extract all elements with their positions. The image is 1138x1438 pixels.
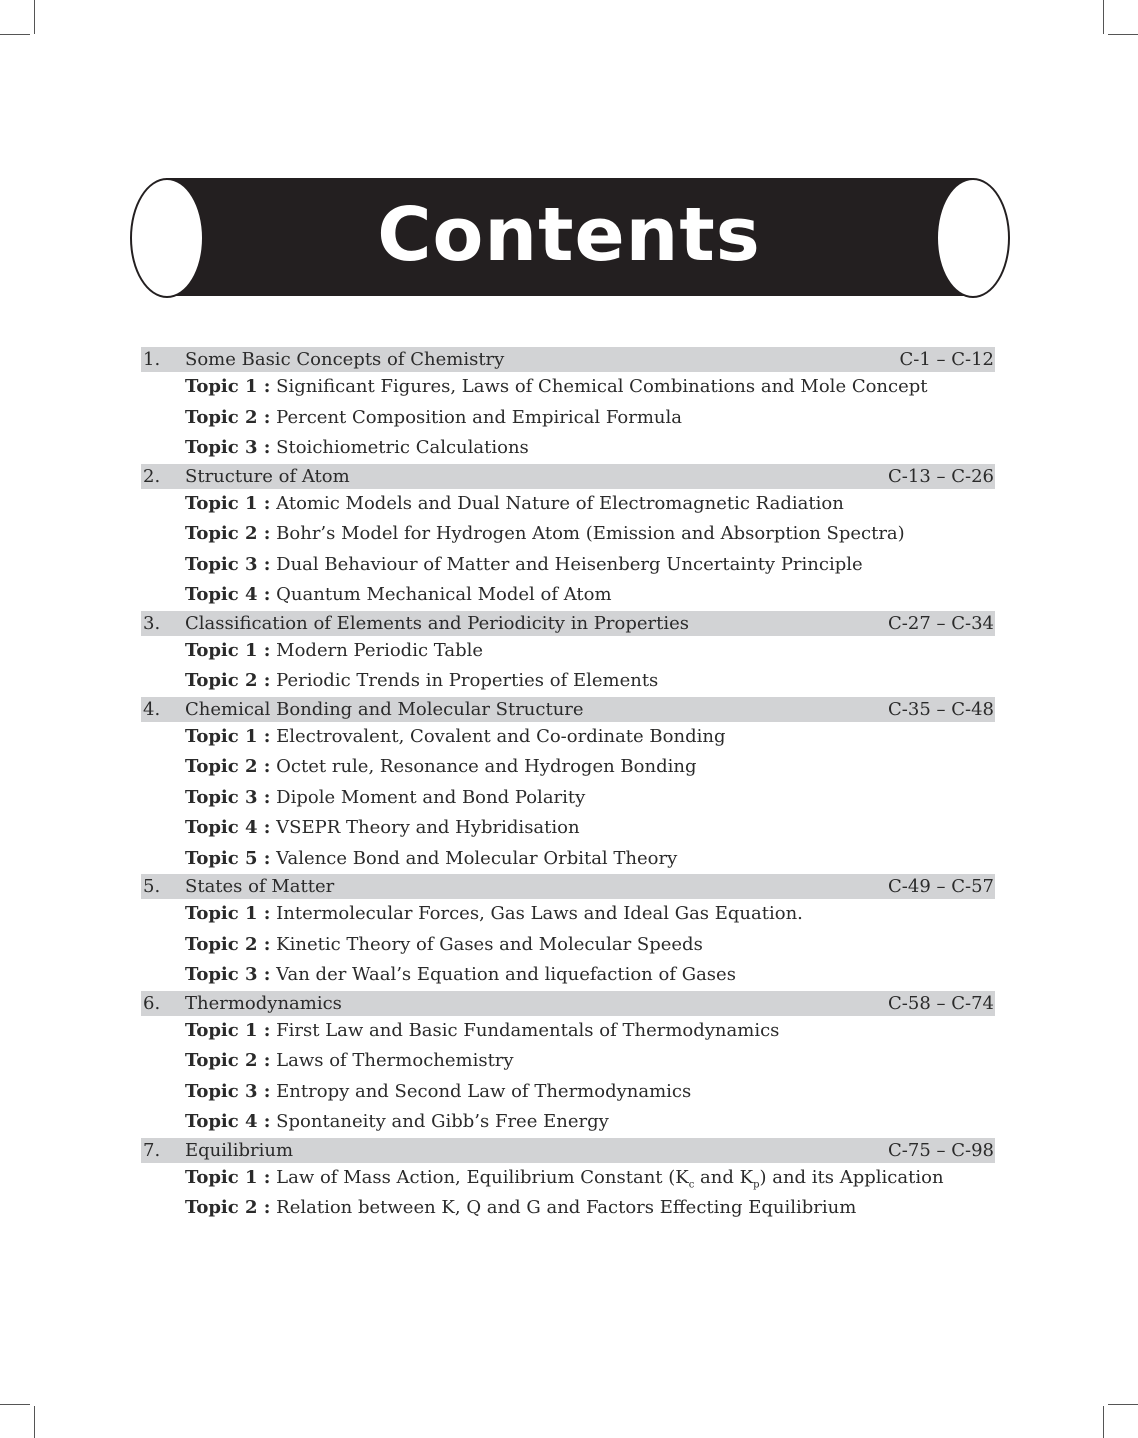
crop-mark — [34, 0, 35, 34]
topic-label: Topic 1 : — [185, 725, 271, 747]
topic-label: Topic 1 : — [185, 492, 271, 514]
chapter-page-range: C-75 – C-98 — [888, 1139, 994, 1161]
chapter-title: Some Basic Concepts of Chemistry — [185, 349, 505, 370]
topic-text: Spontaneity and Gibb’s Free Energy — [276, 1111, 609, 1132]
topic-label: Topic 2 : — [185, 523, 271, 544]
topic-text: Significant Figures, Laws of Chemical Combinations and Mole Concept — [276, 376, 928, 397]
topic-label: Topic 1 : — [185, 903, 271, 924]
topic-item[interactable] — [141, 636, 995, 667]
topic-label: Topic 1 : — [185, 639, 271, 661]
topic-text: Stoichiometric Calculations — [276, 437, 529, 458]
crop-mark — [1108, 34, 1138, 35]
chapter-page-range: C-27 – C-34 — [888, 612, 994, 634]
topic-text: Intermolecular Forces, Gas Laws and Ideal Gas Equation. — [276, 903, 803, 924]
topic-text: ) and its Application — [759, 1166, 944, 1188]
crop-mark — [1103, 0, 1104, 34]
topic-item[interactable] — [141, 1016, 995, 1047]
topic-text: Octet rule, Resonance and Hydrogen Bonding — [276, 756, 697, 777]
topic-label: Topic 3 : — [185, 553, 271, 575]
topic-label: Topic 3 : — [185, 786, 271, 808]
topic-item[interactable] — [141, 580, 995, 611]
chapter-page-range: C-1 – C-12 — [899, 349, 994, 370]
topic-text: VSEPR Theory and Hybridisation — [276, 817, 580, 838]
topic-item[interactable] — [141, 403, 995, 434]
topic-item[interactable] — [141, 844, 995, 875]
topic-label: Topic 1 : — [185, 1019, 271, 1041]
chapter-number: 3. — [143, 612, 161, 634]
topic-label: Topic 2 : — [185, 1197, 271, 1218]
topic-text: Electrovalent, Covalent and Co-ordinate Bonding — [276, 725, 726, 747]
topic-label: Topic 1 : — [185, 1166, 271, 1188]
topic-item[interactable] — [141, 433, 995, 464]
chapter-number: 5. — [143, 876, 161, 897]
chapter-title: Chemical Bonding and Molecular Structure — [185, 698, 584, 720]
crop-mark — [1108, 1404, 1138, 1405]
topic-item[interactable] — [141, 813, 995, 844]
topic-subscript: p — [753, 1179, 760, 1191]
topic-label: Topic 2 : — [185, 670, 271, 691]
topic-text: Atomic Models and Dual Nature of Electromagnetic Radiation — [276, 492, 844, 514]
chapter-number: 4. — [143, 698, 161, 720]
chapter-row[interactable] — [141, 874, 995, 899]
topic-label: Topic 2 : — [185, 756, 271, 777]
topic-text: and K — [694, 1166, 754, 1188]
topic-text: Law of Mass Action, Equilibrium Constant (K — [276, 1166, 689, 1188]
chapter-number: 2. — [143, 465, 161, 487]
chapter-row[interactable] — [141, 697, 995, 722]
topic-item[interactable] — [141, 899, 995, 930]
topic-item[interactable] — [141, 960, 995, 991]
topic-label: Topic 3 : — [185, 437, 271, 458]
page-title: Contents — [377, 192, 761, 278]
topic-label: Topic 4 : — [185, 584, 271, 605]
contents-banner — [130, 178, 1008, 296]
topic-item[interactable] — [141, 722, 995, 753]
topic-item[interactable] — [141, 1163, 995, 1194]
chapter-title: States of Matter — [185, 876, 335, 897]
topic-text: Relation between K, Q and G and Factors Effecting Equilibrium — [276, 1197, 857, 1218]
topic-text: Entropy and Second Law of Thermodynamics — [276, 1080, 692, 1102]
topic-item[interactable] — [141, 550, 995, 581]
chapter-title: Thermodynamics — [185, 992, 342, 1014]
topic-text: Modern Periodic Table — [276, 639, 484, 661]
topic-text: Quantum Mechanical Model of Atom — [276, 584, 612, 605]
topic-label: Topic 3 : — [185, 964, 271, 985]
crop-mark — [0, 34, 30, 35]
crop-mark — [34, 1406, 35, 1438]
chapter-number: 1. — [143, 349, 161, 370]
topic-label: Topic 4 : — [185, 817, 271, 838]
topic-label: Topic 4 : — [185, 1111, 271, 1132]
chapter-page-range: C-35 – C-48 — [888, 698, 994, 720]
topic-label: Topic 2 : — [185, 1050, 271, 1071]
topic-text: Periodic Trends in Properties of Elements — [276, 670, 659, 691]
chapter-row[interactable] — [141, 611, 995, 636]
chapter-page-range: C-49 – C-57 — [888, 876, 994, 897]
topic-text: Kinetic Theory of Gases and Molecular Speeds — [276, 933, 703, 955]
topic-item[interactable] — [141, 489, 995, 520]
topic-subscript: c — [688, 1179, 695, 1191]
chapter-row[interactable] — [141, 991, 995, 1016]
table-of-contents — [141, 347, 995, 1224]
topic-label: Topic 2 : — [185, 406, 271, 428]
topic-item[interactable] — [141, 783, 995, 814]
crop-mark — [0, 1404, 30, 1405]
topic-text: First Law and Basic Fundamentals of Thermodynamics — [276, 1019, 780, 1041]
crop-mark — [1103, 1406, 1104, 1438]
chapter-number: 6. — [143, 992, 161, 1014]
topic-item[interactable] — [141, 372, 995, 403]
topic-text: Valence Bond and Molecular Orbital Theory — [276, 847, 678, 869]
topic-label: Topic 3 : — [185, 1080, 271, 1102]
topic-item[interactable] — [141, 1046, 995, 1077]
topic-item[interactable] — [141, 930, 995, 961]
chapter-page-range: C-13 – C-26 — [888, 465, 994, 487]
topic-text: Laws of Thermochemistry — [276, 1050, 514, 1071]
topic-item[interactable] — [141, 1077, 995, 1108]
topic-label: Topic 5 : — [185, 847, 271, 869]
chapter-title: Equilibrium — [185, 1139, 294, 1161]
chapter-title: Classification of Elements and Periodicity in Properties — [185, 612, 689, 634]
chapter-row[interactable] — [141, 464, 995, 489]
topic-text: Percent Composition and Empirical Formula — [276, 406, 682, 428]
chapter-title: Structure of Atom — [185, 465, 350, 487]
chapter-row[interactable] — [141, 1138, 995, 1163]
topic-item[interactable] — [141, 1193, 995, 1224]
topic-text: Van der Waal’s Equation and liquefaction of Gases — [276, 964, 736, 985]
topic-label: Topic 2 : — [185, 933, 271, 955]
topic-item[interactable] — [141, 752, 995, 783]
topic-item[interactable] — [141, 519, 995, 550]
topic-item[interactable] — [141, 1107, 995, 1138]
chapter-row[interactable] — [141, 347, 995, 372]
chapter-page-range: C-58 – C-74 — [888, 992, 994, 1014]
topic-item[interactable] — [141, 666, 995, 697]
topic-text: Dipole Moment and Bond Polarity — [276, 786, 586, 808]
chapter-number: 7. — [143, 1139, 161, 1161]
topic-text: Bohr’s Model for Hydrogen Atom (Emission and Absorption Spectra) — [276, 523, 905, 544]
topic-label: Topic 1 : — [185, 376, 271, 397]
topic-text: Dual Behaviour of Matter and Heisenberg Uncertainty Principle — [276, 553, 863, 575]
